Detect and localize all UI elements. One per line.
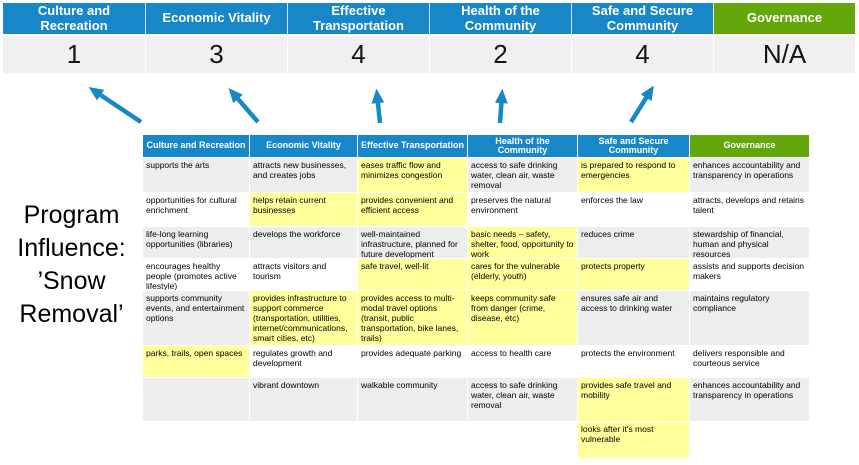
matrix-header-effective-transportation: Effective Transportation: [358, 135, 468, 157]
program-label-line-1: Program: [23, 201, 120, 229]
matrix-cell-r6-c3: provides adequate parking: [358, 345, 468, 377]
influence-matrix: [143, 135, 810, 458]
matrix-cell-r1-c3: eases traffic flow and minimizes congestion: [358, 157, 468, 192]
summary-score-culture-and-recreation: 1: [3, 34, 145, 73]
matrix-cell-r6-c1: parks, trails, open spaces: [143, 345, 250, 377]
influence-arrows: [0, 78, 859, 136]
summary-score-governance: N/A: [713, 34, 855, 73]
matrix-cell-r7-c3: walkable community: [358, 377, 468, 421]
matrix-cell-r5-c5: ensures safe air and access to drinking water: [578, 290, 690, 345]
matrix-cell-r4-c3: safe travel, well-lit: [358, 258, 468, 290]
matrix-header-safe-and-secure-community: Safe and Secure Community: [578, 135, 690, 157]
program-label-line-4: Removal’: [19, 300, 124, 328]
matrix-cell-r3-c1: life-long learning opportunities (libraries): [143, 226, 250, 258]
matrix-cell-r2-c4: preserves the natural environment: [468, 192, 578, 226]
matrix-cell-r6-c5: protects the environment: [578, 345, 690, 377]
matrix-cell-r6-c6: delivers responsible and courteous service: [690, 345, 810, 377]
matrix-header-economic-vitality: Economic Vitality: [250, 135, 358, 157]
matrix-cell-r7-c6: enhances accountability and transparency in operations: [690, 377, 810, 421]
summary-header-governance: Governance: [713, 3, 855, 34]
arrow-safe-and-secure-community: [631, 90, 651, 122]
summary-score-safe-and-secure-community: 4: [571, 34, 713, 73]
matrix-cell-r1-c6: enhances accountability and transparency in operations: [690, 157, 810, 192]
matrix-cell-r2-c3: provides convenient and efficient access: [358, 192, 468, 226]
matrix-cell-r3-c2: develops the workforce: [250, 226, 358, 258]
arrow-culture-and-recreation: [93, 90, 141, 122]
matrix-cell-r3-c4: basic needs – safety, shelter, food, opportunity to work: [468, 226, 578, 258]
matrix-cell-r8-c6: [690, 421, 810, 458]
arrow-effective-transportation: [377, 94, 380, 123]
matrix-header-governance: Governance: [690, 135, 810, 157]
program-label-line-3: ’Snow: [37, 267, 106, 295]
arrow-economic-vitality: [232, 92, 258, 122]
matrix-cell-r4-c6: assists and supports decision makers: [690, 258, 810, 290]
summary-header-culture-and-recreation: Culture and Recreation: [3, 3, 145, 34]
matrix-cell-r3-c6: stewardship of financial, human and physical resources: [690, 226, 810, 258]
matrix-cell-r5-c3: provides access to multi-modal travel options (transit, public transportation, bike lanes, trails): [358, 290, 468, 345]
matrix-cell-r7-c5: provides safe travel and mobility: [578, 377, 690, 421]
matrix-cell-r5-c4: keeps community safe from danger (crime, disease, etc): [468, 290, 578, 345]
matrix-header-health-of-the-community: Health of the Community: [468, 135, 578, 157]
matrix-cell-r1-c4: access to safe drinking water, clean air, waste removal: [468, 157, 578, 192]
matrix-cell-r7-c2: vibrant downtown: [250, 377, 358, 421]
summary-header-economic-vitality: Economic Vitality: [145, 3, 287, 34]
matrix-header-culture-and-recreation: Culture and Recreation: [143, 135, 250, 157]
matrix-cell-r2-c2: helps retain current businesses: [250, 192, 358, 226]
matrix-cell-r8-c5: looks after it's most vulnerable: [578, 421, 690, 458]
matrix-cell-r6-c2: regulates growth and development: [250, 345, 358, 377]
matrix-cell-r8-c2: [250, 421, 358, 458]
summary-table: [3, 3, 855, 73]
matrix-cell-r2-c5: enforces the law: [578, 192, 690, 226]
summary-header-safe-and-secure-community: Safe and Secure Community: [571, 3, 713, 34]
matrix-cell-r8-c4: [468, 421, 578, 458]
matrix-cell-r8-c1: [143, 421, 250, 458]
matrix-cell-r8-c3: [358, 421, 468, 458]
matrix-cell-r5-c1: supports community events, and entertainment options: [143, 290, 250, 345]
summary-header-health-of-the-community: Health of the Community: [429, 3, 571, 34]
summary-score-health-of-the-community: 2: [429, 34, 571, 73]
matrix-cell-r2-c6: attracts, develops and retains talent: [690, 192, 810, 226]
arrow-health-of-the-community: [500, 94, 502, 123]
matrix-cell-r4-c5: protects property: [578, 258, 690, 290]
matrix-cell-r1-c2: attracts new businesses, and creates jobs: [250, 157, 358, 192]
matrix-cell-r1-c1: supports the arts: [143, 157, 250, 192]
program-influence-label: [0, 199, 143, 331]
matrix-cell-r7-c1: [143, 377, 250, 421]
matrix-cell-r2-c1: opportunities for cultural enrichment: [143, 192, 250, 226]
summary-score-effective-transportation: 4: [287, 34, 429, 73]
matrix-cell-r7-c4: access to safe drinking water, clean air, waste removal: [468, 377, 578, 421]
summary-score-economic-vitality: 3: [145, 34, 287, 73]
program-label-line-2: Influence:: [17, 234, 126, 262]
matrix-cell-r1-c5: is prepared to respond to emergencies: [578, 157, 690, 192]
matrix-cell-r5-c6: maintains regulatory compliance: [690, 290, 810, 345]
matrix-cell-r3-c5: reduces crime: [578, 226, 690, 258]
summary-header-effective-transportation: Effective Transportation: [287, 3, 429, 34]
matrix-cell-r6-c4: access to health care: [468, 345, 578, 377]
matrix-cell-r3-c3: well-maintained infrastructure, planned for future development: [358, 226, 468, 258]
matrix-cell-r4-c2: attracts visitors and tourism: [250, 258, 358, 290]
matrix-cell-r4-c4: cares for the vulnerable (elderly, youth): [468, 258, 578, 290]
matrix-cell-r5-c2: provides infrastructure to support commerce (transportation, utilities, internet/communications, smart cities, etc): [250, 290, 358, 345]
matrix-cell-r4-c1: encourages healthy people (promotes active lifestyle): [143, 258, 250, 290]
